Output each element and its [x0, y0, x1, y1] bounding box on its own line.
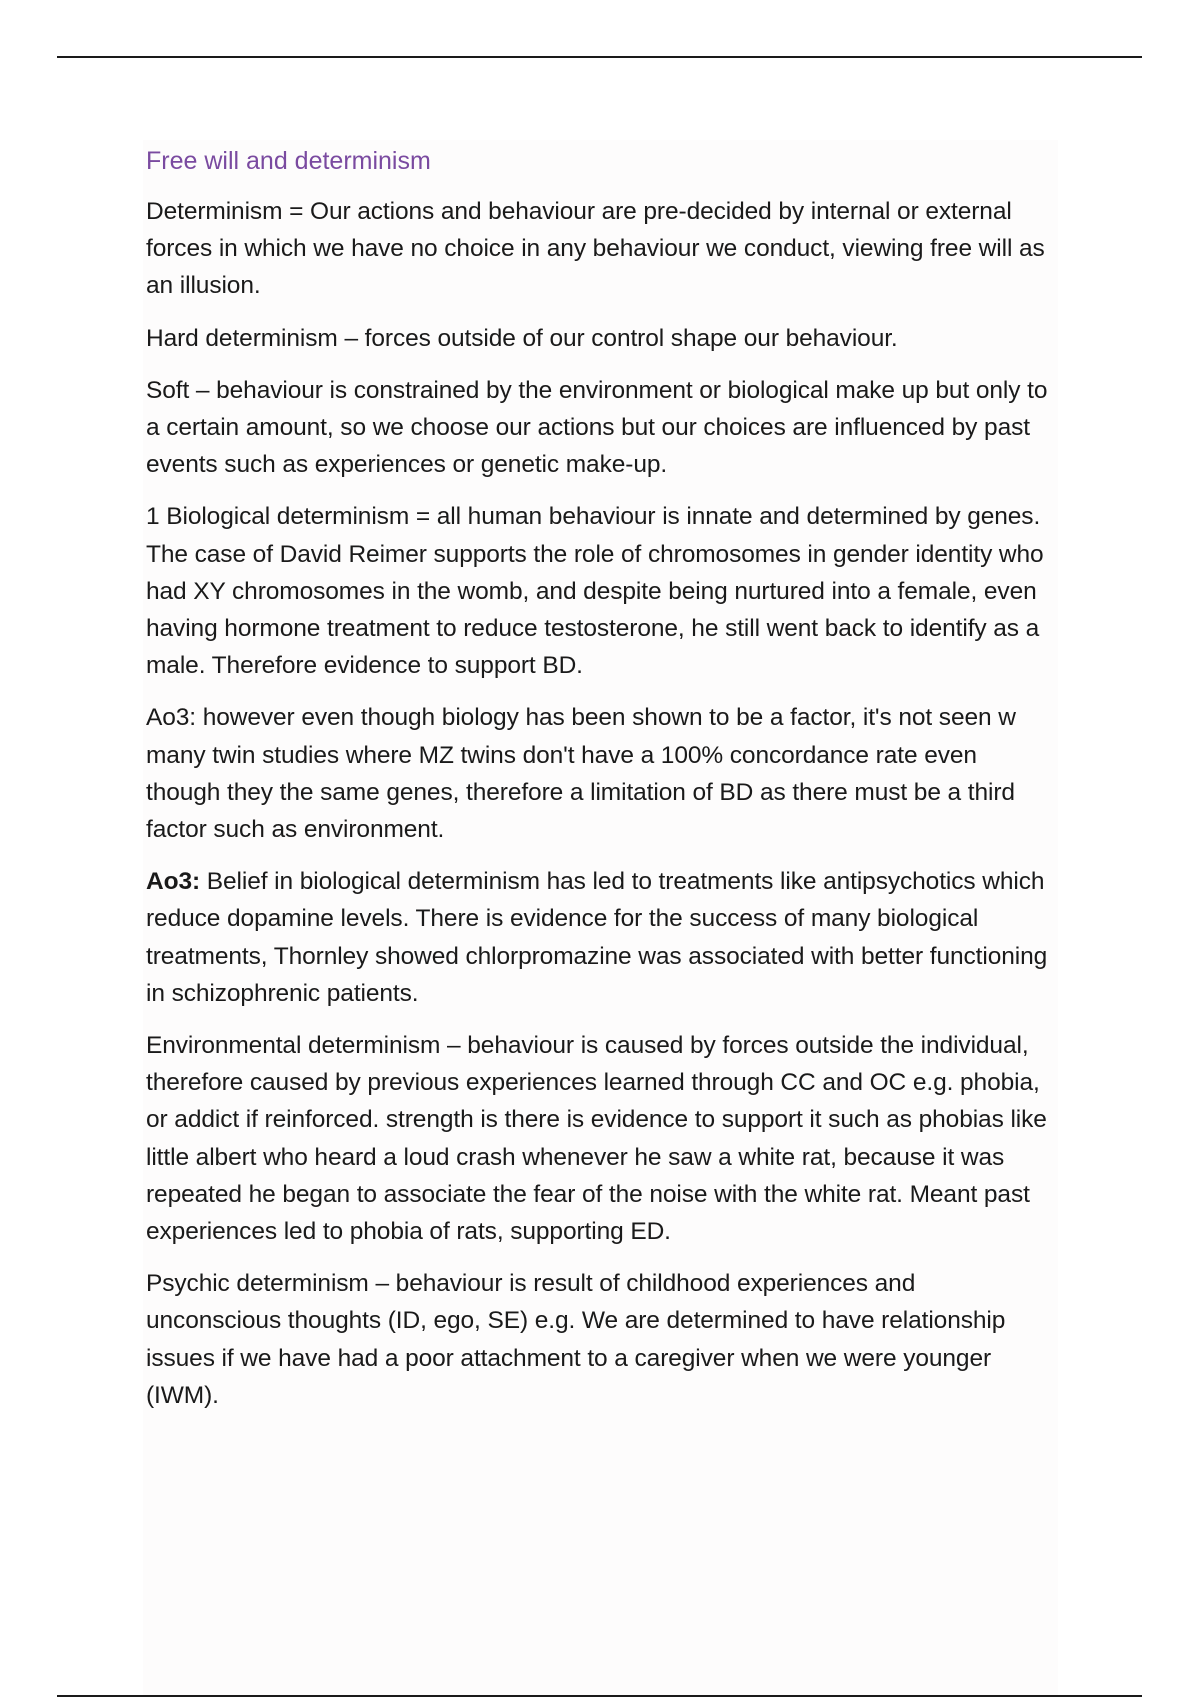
paragraph-psychic-determinism: Psychic determinism – behaviour is result of childhood experiences and unconscious thoughts (ID, ego, SE) e.g. We are determined to have relationship issues if we have had a poor attachment to a caregiver when we were younger (IWM).: [146, 1270, 1006, 1409]
paragraph-ao3-twin-studies: Ao3: however even though biology has been shown to be a factor, it's not seen w many twin studies where MZ twins don't have a 100% concordance rate even though they the same genes, therefore a limitation of BD as there must be a third factor such as environment.: [146, 704, 1016, 844]
paragraph-soft-determinism: Soft – behaviour is constrained by the environment or biological make up but only to a certain amount, so we choose our actions but our choices are influenced by past events such as experiences or genetic make-up.: [146, 376, 1048, 479]
paragraph-hard-determinism: Hard determinism – forces outside of our control shape our behaviour.: [146, 324, 898, 352]
paragraph-determinism: Determinism = Our actions and behaviour are pre-decided by internal or external forces in which we have no choice in any behaviour we conduct, viewing free will as an illusion.: [146, 198, 1045, 300]
ao3-lead-label: Ao3:: [146, 868, 201, 896]
paragraph-ao3-treatments: [146, 863, 1056, 1012]
footer-rule: [57, 1695, 1142, 1697]
paragraph-environmental-determinism: Environmental determinism – behaviour is caused by forces outside the individual, therefore caused by previous experiences learned through CC and OC e.g. phobia, or addict if reinforced. strength is there is evidence to support it such as phobias like little albert who heard a loud crash whenever he saw a white rat, because it was repeated he began to associate the fear of the noise with the white rat. Meant past experiences led to phobia of rats, supporting ED.: [146, 1032, 1047, 1246]
paragraph-biological-determinism: 1 Biological determinism = all human behaviour is innate and determined by genes. The case of David Reimer supports the role of chromosomes in gender identity who had XY chromosomes in the womb, and despite being nurtured into a female, even having hormone treatment to reduce testosterone, he still went back to identify as a male. Therefore evidence to support BD.: [146, 503, 1044, 680]
header-rule: [57, 56, 1142, 58]
ao3-treatments-text: Belief in biological determinism has led to treatments like antipsychotics which reduce dopamine levels. There is evidence for the success of many biological treatments, Thornley showed chlorpromazine was associated with better functioning in schizophrenic patients.: [146, 868, 1048, 1007]
document-title: Free will and determinism: [146, 147, 431, 175]
document-content: [146, 143, 1056, 1429]
